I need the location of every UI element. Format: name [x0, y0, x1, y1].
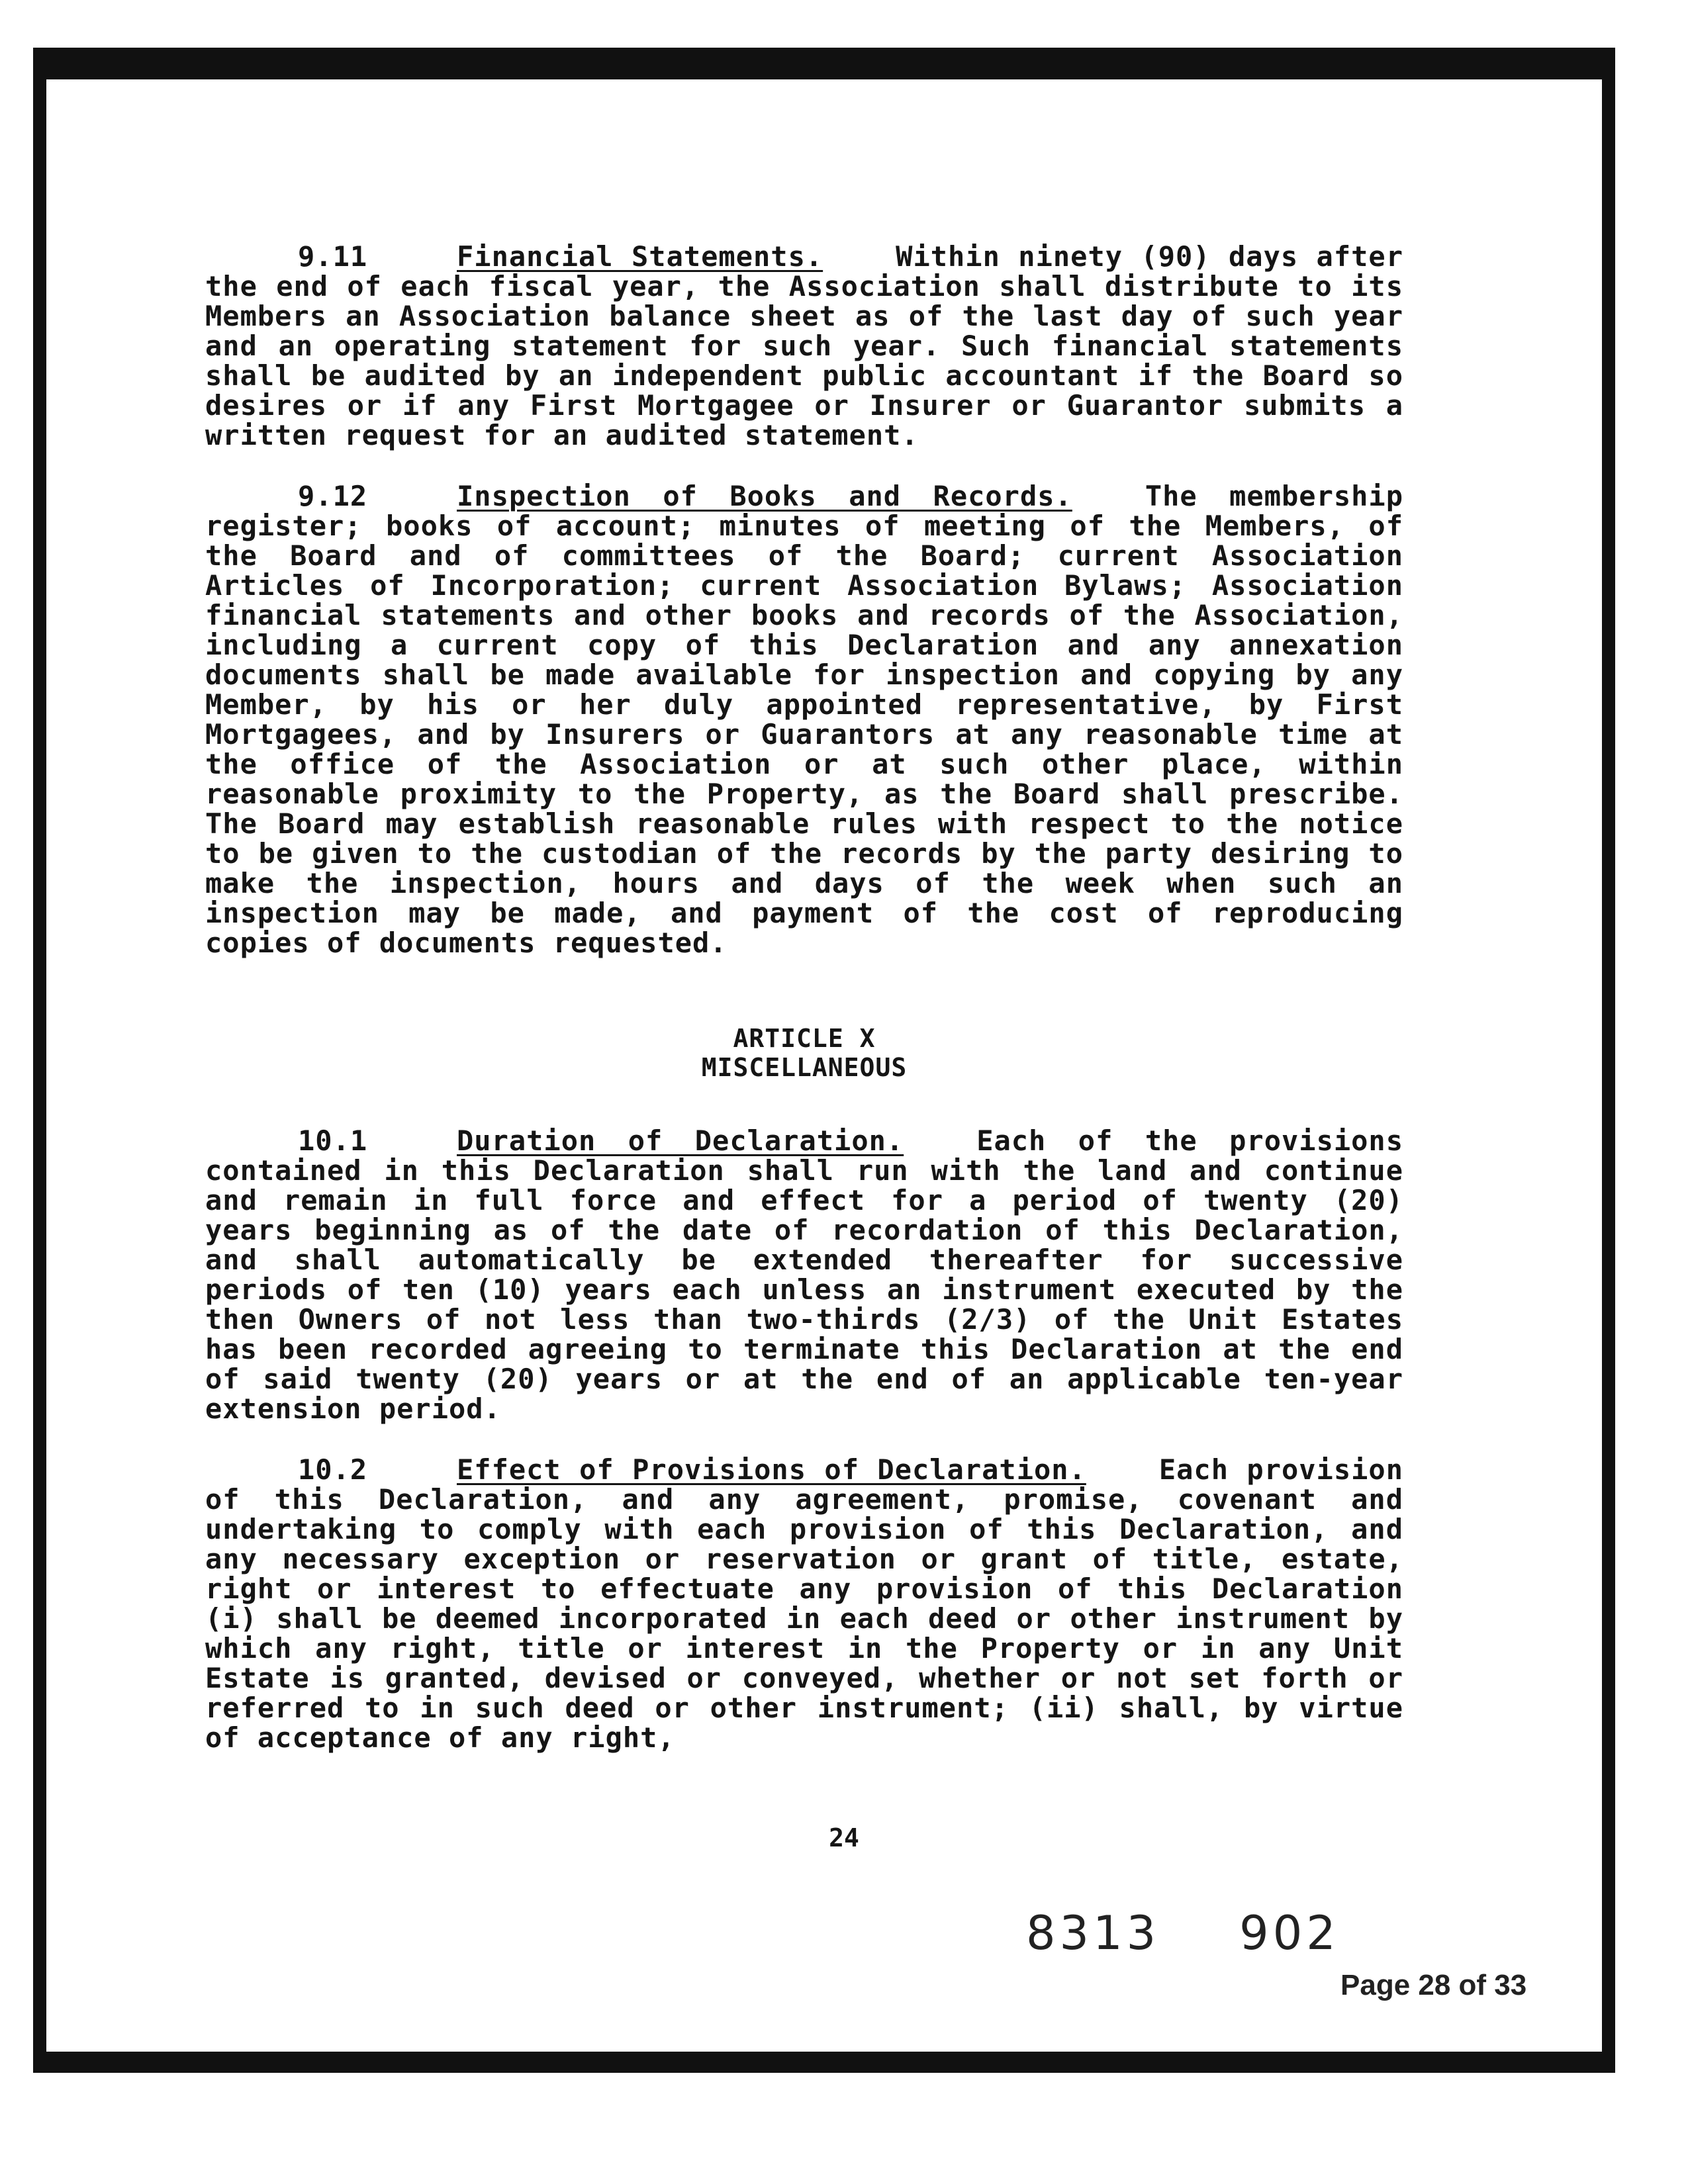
section-number: 9.12 — [298, 480, 368, 512]
article-subtitle: MISCELLANEOUS — [701, 1053, 908, 1082]
section-body: The membership register; books of account; minutes of meeting of the Members, of the Board and of committees of the Board; current Association Articles of Incorporation; current Association Bylaws; Association financial statements and other books and records of the Association, including a current copy of this Declaration and any annexation documents shall be made available for inspection and copying by any Member, by his or her duly appointed representative, by First Mortgagees, and by Insurers or Guarantors at any reasonable time at the office of the Association or at such other place, within reasonable proximity to the Property, as the Board shall prescribe. The Board may establish reasonable rules with respect to the notice to be given to the custodian of the records by the party desiring to make the inspection, hours and days of the week when such an inspection may be made, and payment of the cost of reproducing copies of documents requested. — [205, 480, 1403, 959]
page-footer: Page 28 of 33 — [1340, 1969, 1527, 2001]
article-header — [205, 1024, 1403, 1082]
section-body: Each of the provisions contained in this Declaration shall run with the land and continue and remain in full force and effect for a period of twenty (20) years beginning as of the date of recordation of this Declaration, and shall automatically be extended thereafter for successive periods of ten (10) years each unless an instrument executed by the then Owners of not less than two-thirds (2/3) of the Unit Estates has been recorded agreeing to terminate this Declaration at the end of said twenty (20) years or at the end of an applicable ten-year extension period. — [205, 1124, 1403, 1425]
section-number: 10.2 — [298, 1453, 368, 1486]
document-body — [205, 242, 1403, 1784]
section-number: 9.11 — [298, 240, 368, 273]
section-number: 10.1 — [298, 1124, 368, 1157]
page-number: 24 — [829, 1823, 859, 1852]
article-title: ARTICLE X — [733, 1024, 876, 1053]
section-10-2 — [205, 1455, 1403, 1752]
section-body: Within ninety (90) days after the end of each fiscal year, the Association shall distribute to its Members an Association balance sheet as of the last day of such year and an operating statement for such year. Such financial statements shall be audited by an independent public accountant if the Board so desires or if any First Mortgagee or Insurer or Guarantor submits a written request for an audited statement. — [205, 240, 1403, 451]
stamp-page: 902 — [1239, 1906, 1340, 1960]
section-body: Each provision of this Declaration, and any agreement, promise, covenant and undertaking to comply with each provision of this Declaration, and any necessary exception or reservation or grant of title, estate, right or interest to effectuate any provision of this Declaration (i) shall be deemed incorporated in each deed or other instrument by which any right, title or interest in the Property or in any Unit Estate is granted, devised or conveyed, whether or not set forth or referred to in such deed or other instrument; (ii) shall, by virtue of acceptance of any right, — [205, 1453, 1403, 1754]
section-heading: Financial Statements. — [457, 240, 823, 273]
section-9-11 — [205, 242, 1403, 450]
section-heading: Duration of Declaration. — [457, 1124, 904, 1157]
section-9-12 — [205, 481, 1403, 958]
recording-stamp — [1026, 1906, 1419, 1960]
section-heading: Inspection of Books and Records. — [457, 480, 1072, 512]
section-10-1 — [205, 1126, 1403, 1424]
section-heading: Effect of Provisions of Declaration. — [457, 1453, 1086, 1486]
stamp-book: 8313 — [1026, 1906, 1160, 1960]
